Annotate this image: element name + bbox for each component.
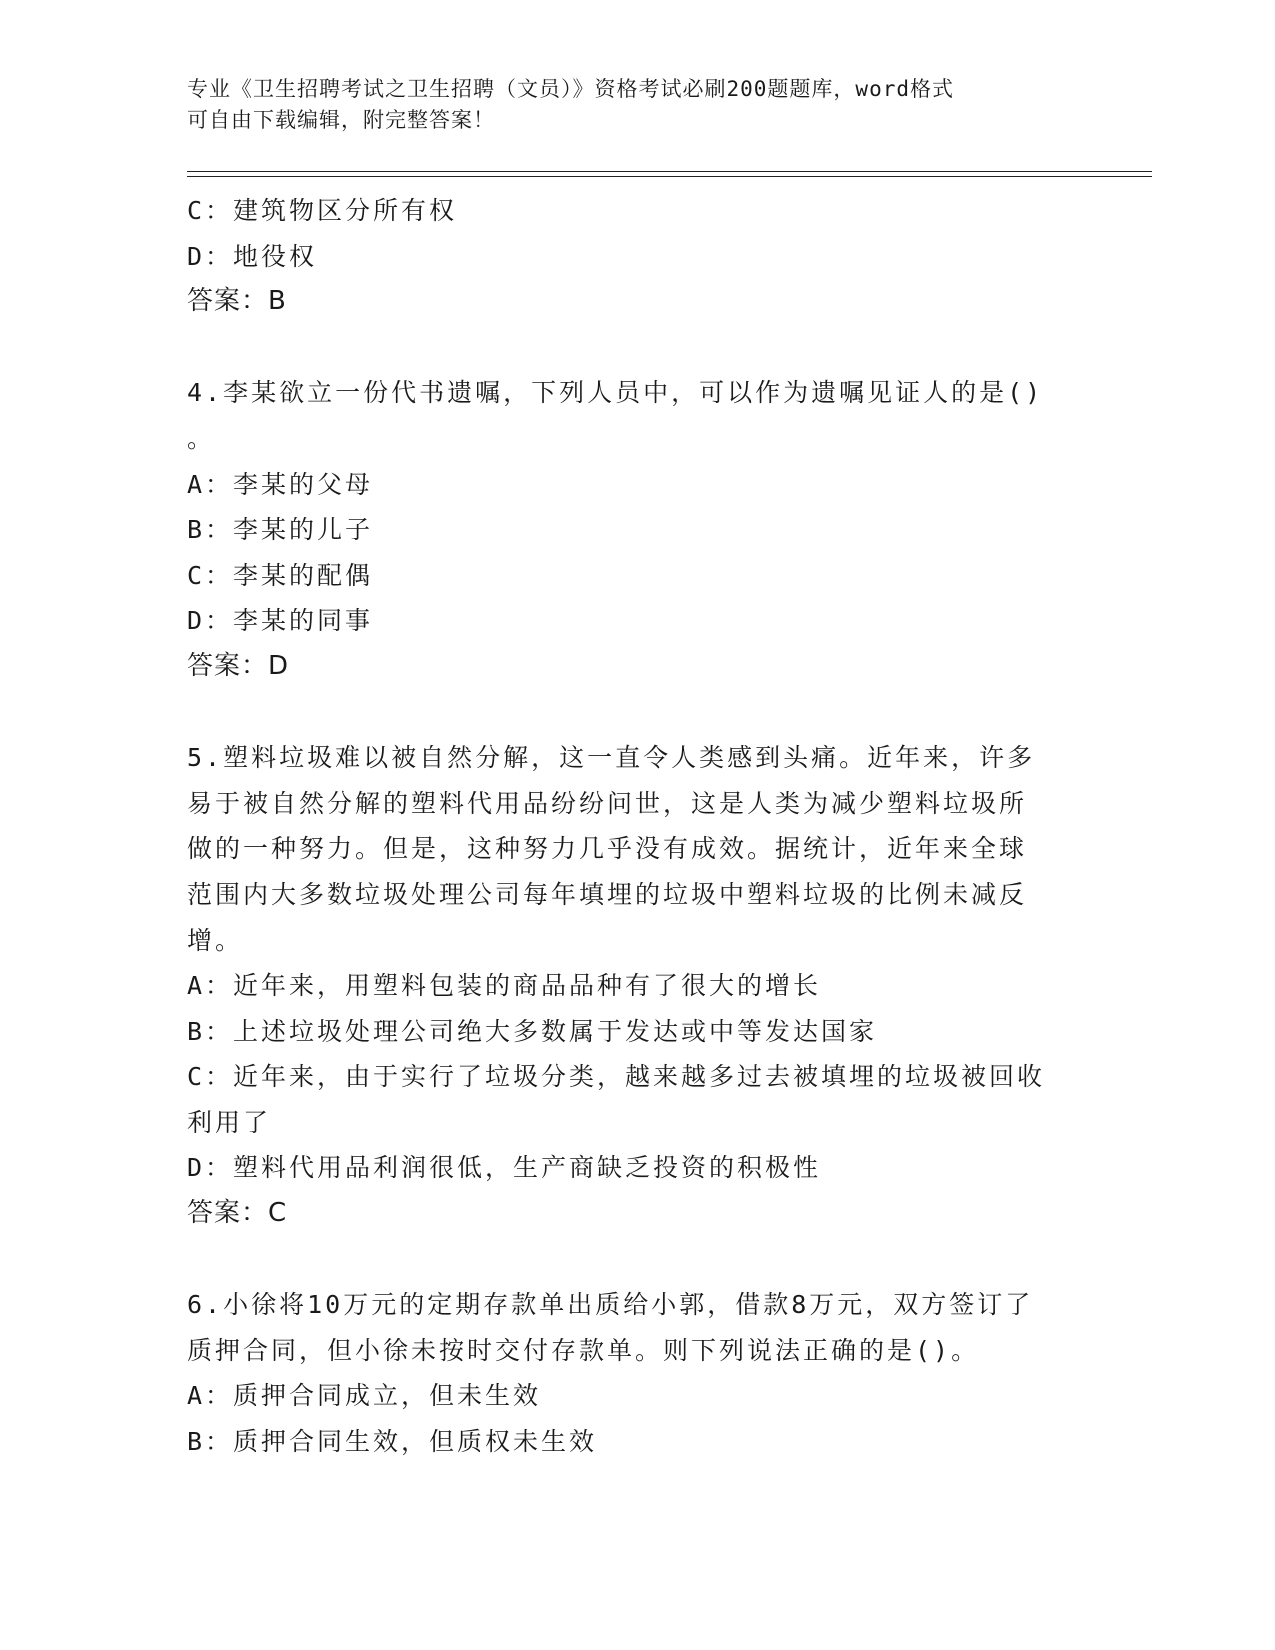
question-content [187, 188, 1077, 1465]
q5-stem-line-1: 5.塑料垃圾难以被自然分解，这一直令人类感到头痛。近年来，许多 [187, 743, 1036, 773]
header-title-line-2: 可自由下载编辑，附完整答案！ [187, 108, 495, 132]
q5-stem-line-5: 增。 [187, 925, 244, 955]
q3-option-c: C：建筑物区分所有权 [187, 196, 458, 225]
document-header [187, 74, 1077, 136]
q5-answer: 答案：C [187, 1198, 288, 1229]
q4-option-b: B：李某的儿子 [187, 515, 374, 545]
q6-stem-line-2: 质押合同，但小徐未按时交付存款单。则下列说法正确的是()。 [187, 1335, 980, 1365]
q4-option-a: A：李某的父母 [187, 469, 374, 499]
q4-stem-line-1: 4.李某欲立一份代书遗嘱，下列人员中，可以作为遗嘱见证人的是() [187, 378, 1044, 408]
q5-option-b: B：上述垃圾处理公司绝大多数属于发达或中等发达国家 [187, 1016, 878, 1046]
q4-stem-line-2: 。 [187, 423, 216, 453]
question-4 [187, 370, 1077, 689]
q5-stem-line-4: 范围内大多数垃圾处理公司每年填埋的垃圾中塑料垃圾的比例未减反 [187, 879, 1028, 909]
q4-option-d: D：李某的同事 [187, 606, 374, 636]
q4-answer: 答案：D [187, 650, 290, 681]
header-title-line-1: 专业《卫生招聘考试之卫生招聘（文员）》资格考试必刷200题题库，word格式 [187, 77, 954, 101]
q5-option-a: A：近年来，用塑料包装的商品品种有了很大的增长 [187, 971, 822, 1001]
q6-stem-line-1: 6.小徐将10万元的定期存款单出质给小郭，借款8万元，双方签订了 [187, 1290, 1034, 1320]
q4-option-c: C：李某的配偶 [187, 560, 374, 590]
q6-option-b: B：质押合同生效，但质权未生效 [187, 1427, 598, 1457]
q3-answer: 答案：B [187, 286, 287, 317]
header-divider-top [187, 171, 1152, 172]
q5-option-c-line-2: 利用了 [187, 1107, 272, 1137]
q3-option-d: D：地役权 [187, 241, 318, 271]
header-divider-bottom [187, 176, 1152, 177]
q5-option-d: D：塑料代用品利润很低，生产商缺乏投资的积极性 [187, 1153, 822, 1183]
spacer [187, 325, 1077, 371]
question-5 [187, 735, 1077, 1237]
q5-stem-line-2: 易于被自然分解的塑料代用品纷纷问世，这是人类为减少塑料垃圾所 [187, 788, 1028, 818]
question-3 [187, 188, 1077, 325]
question-6 [187, 1282, 1077, 1464]
q5-stem-line-3: 做的一种努力。但是，这种努力几乎没有成效。据统计，近年来全球 [187, 834, 1028, 864]
q5-option-c-line-1: C：近年来，由于实行了垃圾分类，越来越多过去被填埋的垃圾被回收 [187, 1062, 1046, 1092]
q6-option-a: A：质押合同成立，但未生效 [187, 1381, 542, 1411]
spacer [187, 1237, 1077, 1283]
spacer [187, 690, 1077, 736]
